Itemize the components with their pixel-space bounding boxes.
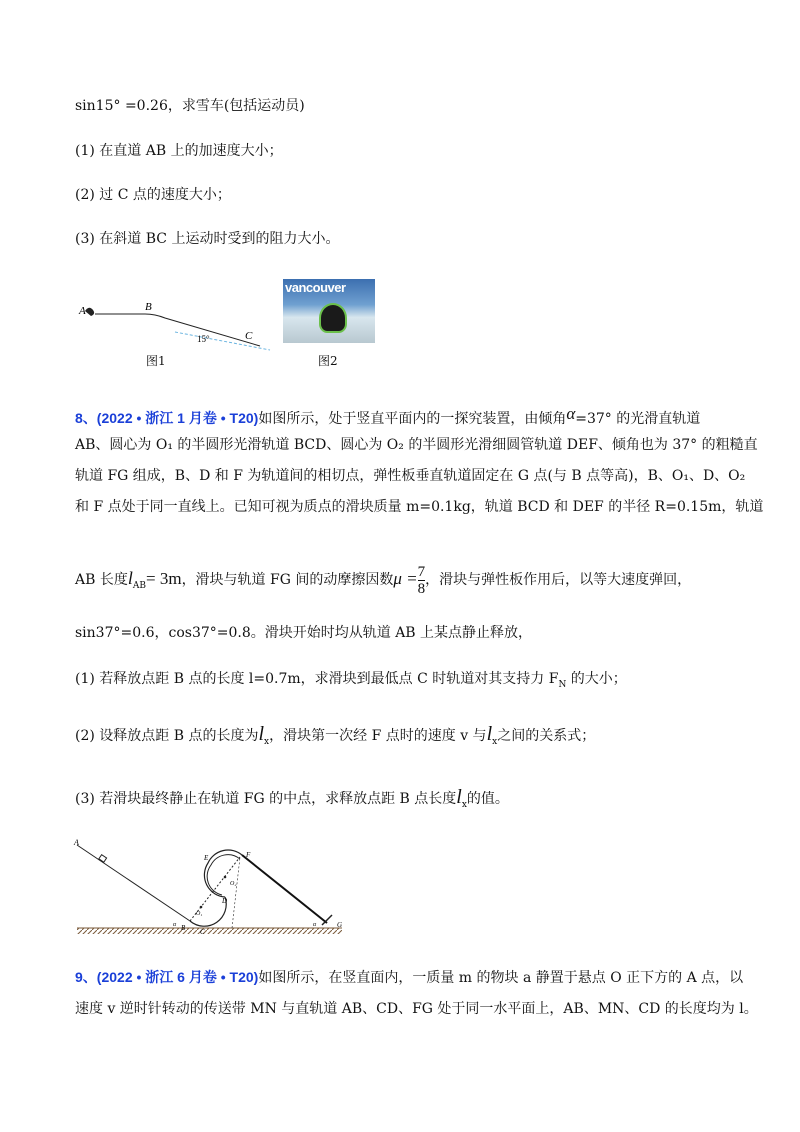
q8-fig-label-b: B bbox=[181, 924, 186, 932]
q8-source: (2022 • 浙江 1 月卷 • T20) bbox=[96, 410, 259, 426]
q8-line3: 轨道 FG 组成，B、D 和 F 为轨道间的相切点，弹性板垂直轨道固定在 G 点(与 B 点等高)，B、O₁、D、O₂ bbox=[75, 468, 746, 484]
q7-figure-2-photo bbox=[283, 279, 375, 343]
q8-fig-label-e: E bbox=[204, 854, 209, 862]
q9-number: 9、 bbox=[75, 969, 97, 985]
q8-figure bbox=[72, 835, 352, 940]
q9-line1: 9、(2022 • 浙江 6 月卷 • T20)如图所示，在竖直面内，一质量 m 的物块 a 静置于悬点 O 正下方的 A 点，以 bbox=[75, 969, 744, 986]
vancouver-banner: vancouver bbox=[285, 280, 346, 295]
q7-fig1-angle: 15° bbox=[197, 334, 210, 344]
q8-line2: AB、圆心为 O₁ 的半圆形光滑轨道 BCD、圆心为 O₂ 的半圆形光滑细圆管轨道 DEF、倾角也为 37° 的粗糙直 bbox=[75, 437, 758, 453]
q7-fig1-label-a: A bbox=[79, 305, 86, 317]
alpha-symbol: α bbox=[566, 404, 576, 423]
q8-number: 8、 bbox=[75, 410, 97, 426]
q8-fig-label-f: F bbox=[246, 851, 251, 859]
q8-fig-label-alpha-left: α bbox=[173, 922, 177, 928]
q8-fig-label-a: A bbox=[74, 838, 79, 847]
q8-line5: AB 长度$l_{AB}= 3m$，滑块与轨道 FG 间的动摩擦因数μ = $\frac{7}{8}$ ，滑块与弹性板作用后，以等大速度弹回， bbox=[75, 563, 692, 597]
q8-fig-label-g: G bbox=[337, 921, 343, 929]
q8-line6: sin37°=0.6，cos37°=0.8。滑块开始时均从轨道 AB 上某点静止释放， bbox=[75, 625, 533, 641]
mu-fraction: $\frac{7}{8}$ bbox=[417, 563, 426, 597]
q8-fig-label-d: D bbox=[222, 897, 228, 905]
q7-fig1-label-b: B bbox=[145, 301, 152, 313]
q8-line1: 8、(2022 • 浙江 1 月卷 • T20)如图所示，处于竖直平面内的一探究装置，由倾角α=37° 的光滑直轨道 bbox=[75, 404, 701, 427]
q8-fig-label-o2: O₂ bbox=[230, 881, 237, 887]
q7-part3: (3) 在斜道 BC 上运动时受到的阻力大小。 bbox=[75, 231, 340, 247]
q9-line2: 速度 v 逆时针转动的传送带 MN 与直轨道 AB、CD、FG 处于同一水平面上，AB、MN、CD 的长度均为 l。 bbox=[75, 1001, 758, 1017]
q8-part3: (3) 若滑块最终静止在轨道 FG 的中点，求释放点距 B 点长度$l_x$的值。 bbox=[75, 786, 509, 810]
q7-fig1-caption: 图1 bbox=[146, 354, 166, 368]
q8-fig-label-o1: O₁ bbox=[196, 911, 203, 917]
q8-fig-label-alpha-right: α bbox=[313, 922, 317, 928]
q8-part1: (1) 若释放点距 B 点的长度 l=0.7m，求滑块到最低点 C 时轨道对其支持力 $F_N$ 的大小； bbox=[75, 671, 627, 690]
q8-part2: (2) 设释放点距 B 点的长度为$l_x$，滑块第一次经 F 点时的速度 v 与$l_x$之间的关系式； bbox=[75, 723, 596, 747]
q7-fig2-caption: 图2 bbox=[318, 354, 338, 368]
q7-part2: (2) 过 C 点的速度大小； bbox=[75, 187, 231, 203]
q9-source: (2022 • 浙江 6 月卷 • T20) bbox=[96, 969, 259, 985]
q7-figure-1 bbox=[75, 296, 275, 356]
q7-intro: sin15° =0.26，求雪车(包括运动员) bbox=[75, 98, 305, 114]
q8-line4: 和 F 点处于同一直线上。已知可视为质点的滑块质量 m=0.1kg，轨道 BCD 和 DEF 的半径 R=0.15m，轨道 bbox=[75, 499, 764, 515]
mu-symbol: μ = bbox=[393, 569, 418, 588]
q8-fig-label-c: C bbox=[200, 928, 205, 936]
athlete-image bbox=[319, 303, 347, 333]
q7-part1: (1) 在直道 AB 上的加速度大小； bbox=[75, 143, 283, 159]
q7-fig1-label-c: C bbox=[245, 330, 253, 342]
